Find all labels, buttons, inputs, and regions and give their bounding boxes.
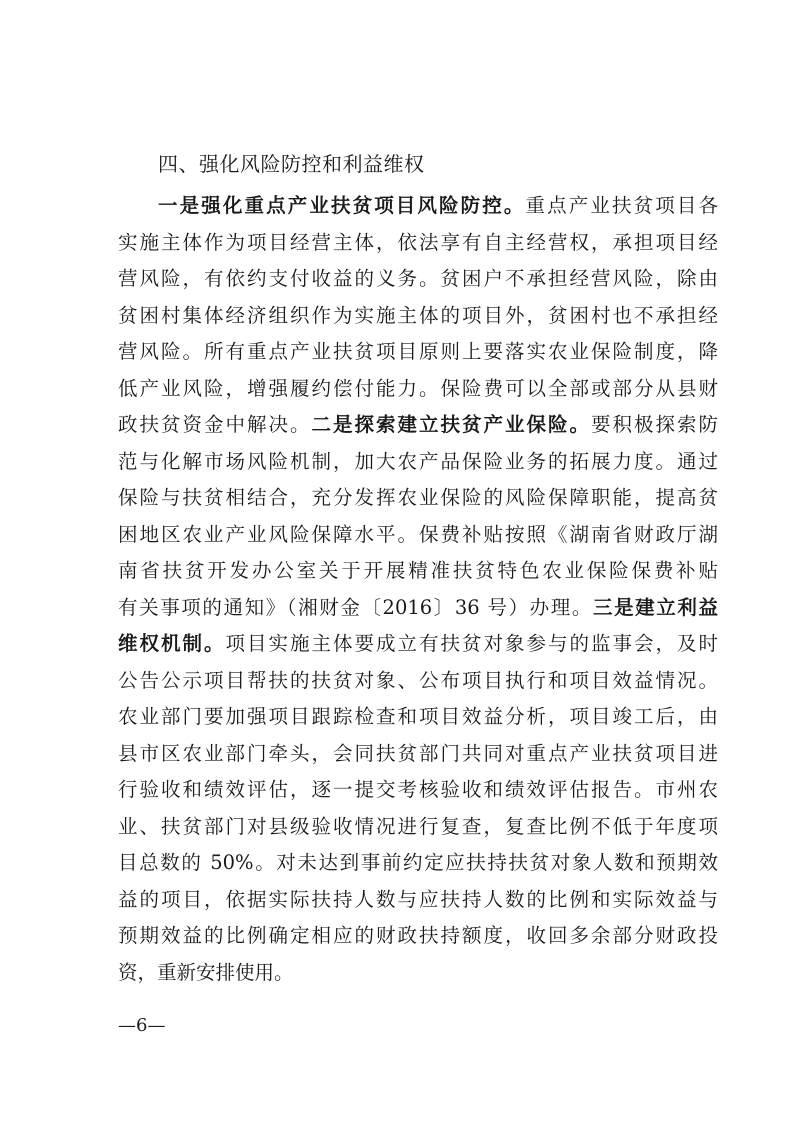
text-line-9: 保险与扶贫相结合，充分发挥农业保险的风险保障职能，提高贫 bbox=[118, 486, 718, 509]
text-line-14: 公告公示项目帮扶的扶贫对象、公布项目执行和项目效益情况。 bbox=[118, 668, 718, 692]
text-span-7a: 政扶贫资金中解决。 bbox=[118, 413, 312, 436]
text-line-16: 县市区农业部门牵头，会同扶贫部门共同对重点产业扶贫项目进 bbox=[118, 741, 718, 765]
text-span-7b: 要积极探索防 bbox=[590, 413, 718, 436]
body-paragraph bbox=[118, 188, 718, 991]
bold-lead-3a: 三是建立利益 bbox=[592, 595, 718, 619]
text-line-11: 南省扶贫开发办公室关于开展精准扶贫特色农业保险保费补贴 bbox=[118, 559, 718, 582]
bold-lead-3b: 维权机制。 bbox=[118, 632, 226, 655]
text-line-15: 农业部门要加强项目跟踪检查和项目效益分析，项目竣工后，由 bbox=[118, 705, 718, 728]
text-line-10: 困地区农业产业风险保障水平。保费补贴按照《湖南省财政厅湖 bbox=[118, 522, 718, 546]
bold-lead-1: 一是强化重点产业扶贫项目风险防控。 bbox=[158, 194, 526, 217]
text-line-17: 行验收和绩效评估，逐一提交考核验收和绩效评估报告。市州农 bbox=[118, 778, 718, 801]
text-line-1 bbox=[118, 188, 718, 225]
text-line-22: 资，重新安排使用。 bbox=[118, 960, 294, 984]
text-line-5: 营风险。所有重点产业扶贫项目原则上要落实农业保险制度，降 bbox=[118, 340, 718, 363]
text-span-13: 项目实施主体要成立有扶贫对象参与的监事会，及时 bbox=[225, 632, 718, 655]
bold-lead-2: 二是探索建立扶贫产业保险。 bbox=[311, 413, 591, 436]
text-span-1: 重点产业扶贫项目各 bbox=[525, 194, 718, 217]
text-line-3: 营风险，有依约支付收益的义务。贫困户不承担经营风险，除由 bbox=[118, 267, 718, 290]
text-line-7 bbox=[118, 407, 718, 444]
text-line-20: 益的项目，依据实际扶持人数与应扶持人数的比例和实际效益与 bbox=[118, 887, 718, 911]
page-number: —6— bbox=[118, 1015, 166, 1036]
text-line-12 bbox=[118, 590, 718, 627]
text-line-6: 低产业风险，增强履约偿付能力。保险费可以全部或部分从县财 bbox=[118, 376, 718, 400]
section-heading: 四、强化风险防控和利益维权 bbox=[158, 152, 425, 176]
text-line-13 bbox=[118, 626, 718, 663]
text-line-18: 业、扶贫部门对县级验收情况进行复查，复查比例不低于年度项 bbox=[118, 814, 718, 838]
text-line-21: 预期效益的比例确定相应的财政扶持额度，收回多余部分财政投 bbox=[118, 924, 718, 947]
text-line-19: 目总数的 50%。对未达到事前约定应扶持扶贫对象人数和预期效 bbox=[118, 851, 718, 874]
text-line-2: 实施主体作为项目经营主体，依法享有自主经营权，承担项目经 bbox=[118, 230, 718, 254]
text-line-8: 范与化解市场风险机制，加大农产品保险业务的拓展力度。通过 bbox=[118, 449, 718, 473]
text-span-12a: 有关事项的通知》（湘财金〔2016〕36 号）办理。 bbox=[118, 595, 593, 619]
text-line-4: 贫困村集体经济组织作为实施主体的项目外，贫困村也不承担经 bbox=[118, 303, 718, 327]
